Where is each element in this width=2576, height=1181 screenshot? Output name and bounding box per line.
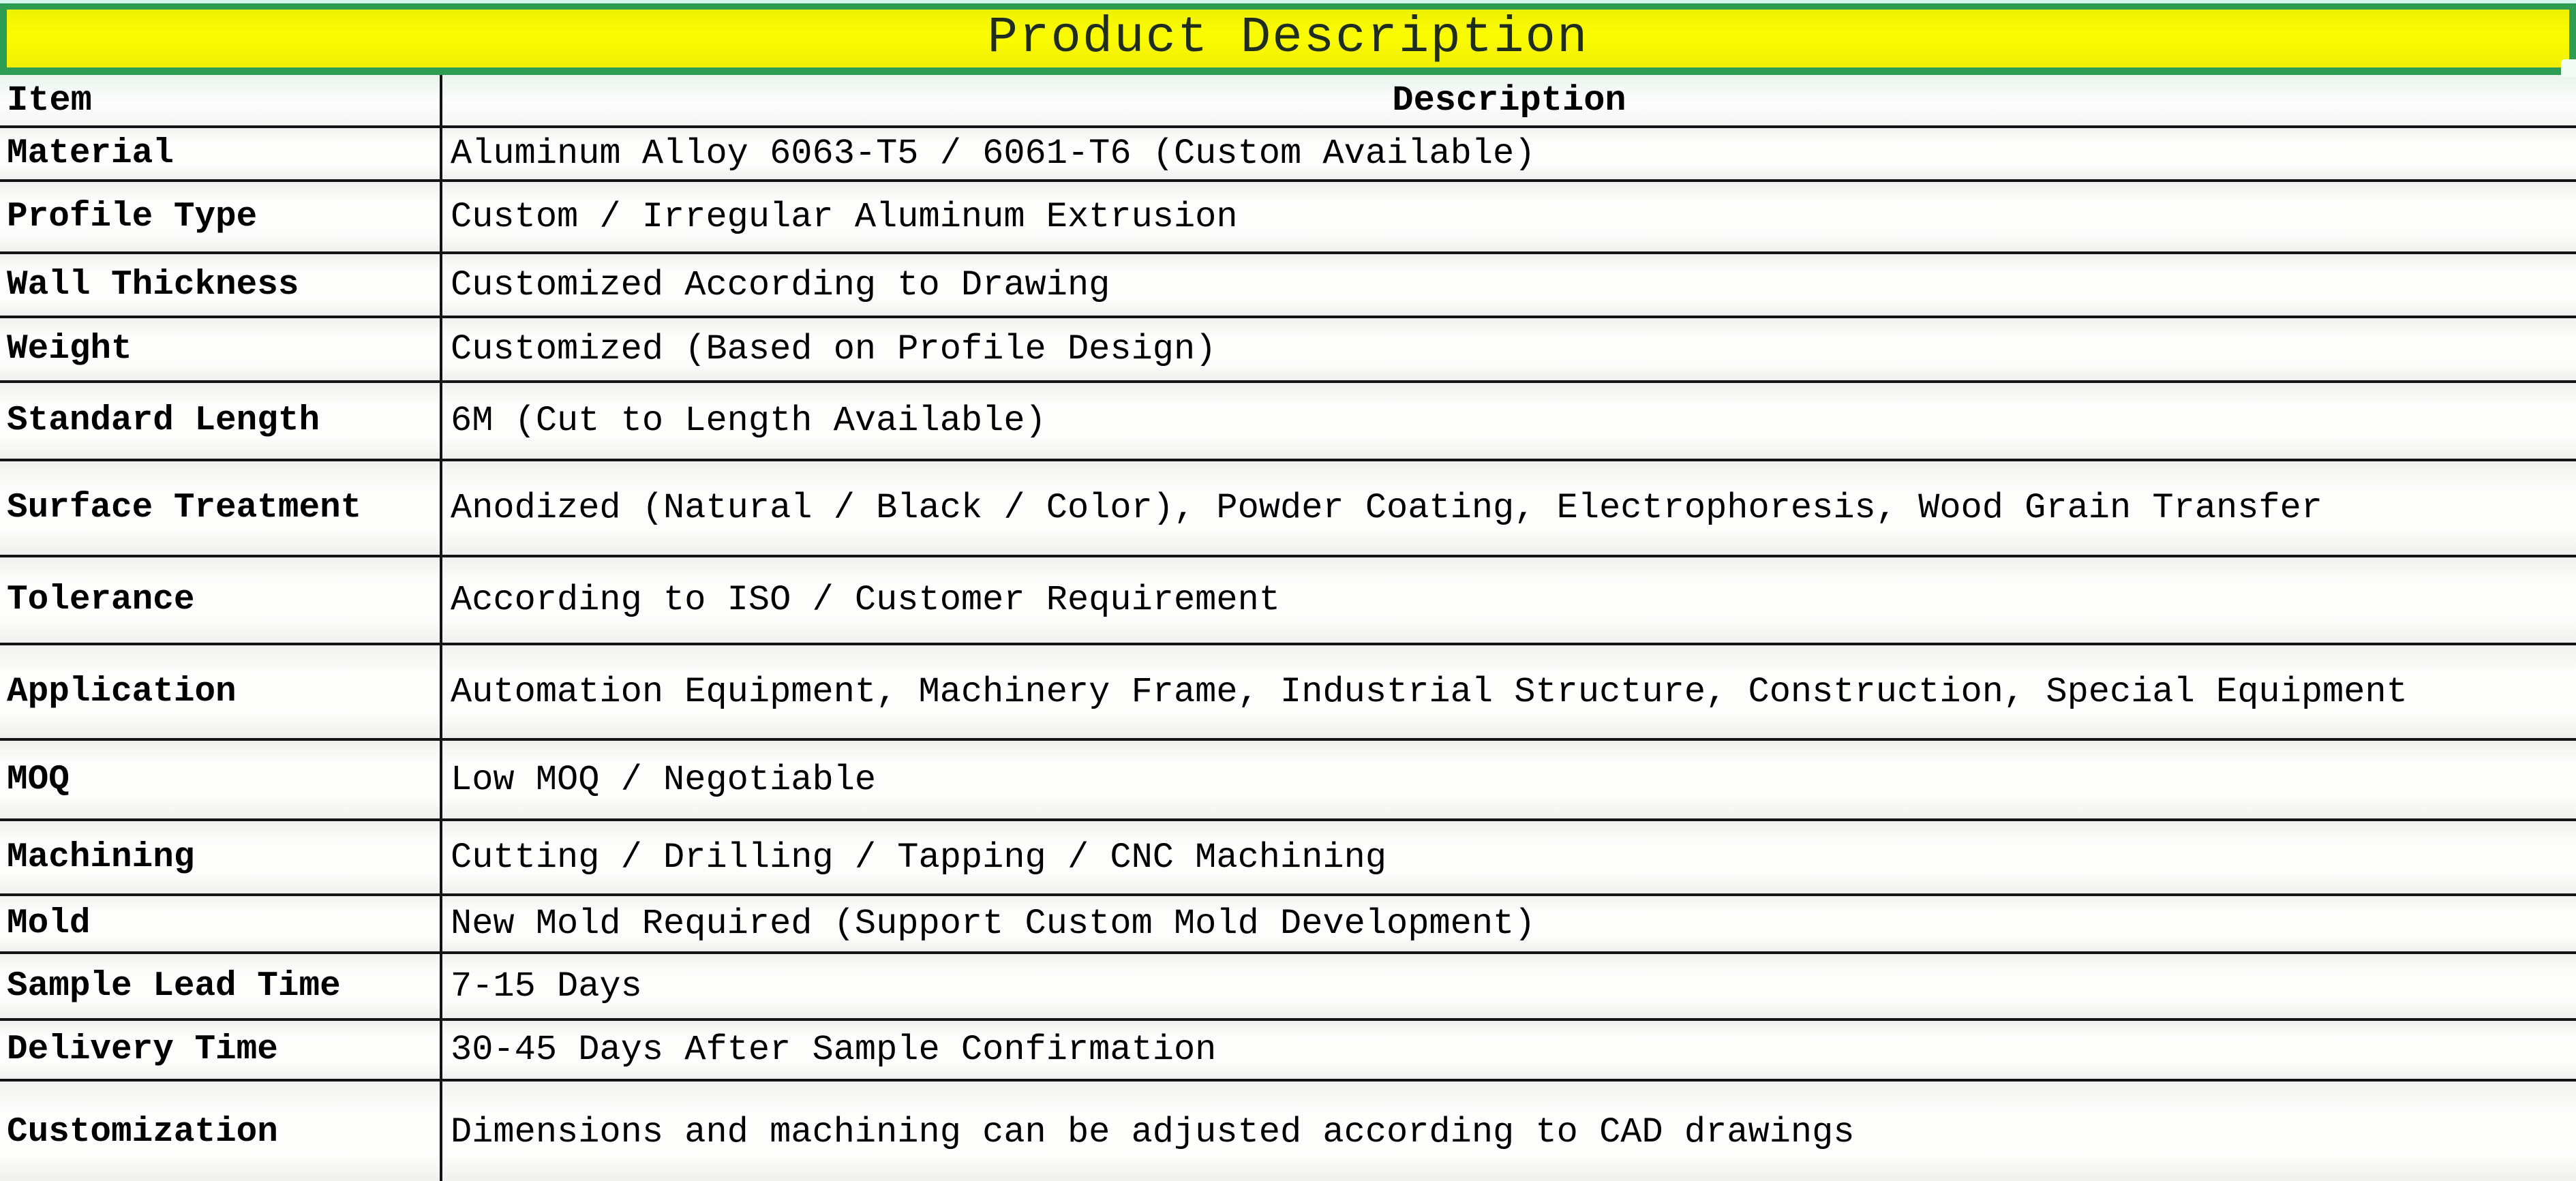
description-cell: Cutting / Drilling / Tapping / CNC Machining <box>451 837 1387 878</box>
description-cell: Automation Equipment, Machinery Frame, Industrial Structure, Construction, Special Equipment <box>451 671 2408 712</box>
table-row <box>0 1082 2576 1181</box>
description-cell: According to ISO / Customer Requirement <box>451 580 1280 620</box>
table-row <box>0 557 2576 645</box>
table-header-row <box>0 75 2576 128</box>
table-row <box>0 821 2576 896</box>
table-row <box>0 896 2576 954</box>
table-row <box>0 954 2576 1021</box>
description-cell: Anodized (Natural / Black / Color), Powder Coating, Electrophoresis, Wood Grain Transfer <box>451 488 2323 528</box>
item-cell: Tolerance <box>0 557 442 643</box>
table-row <box>0 1021 2576 1082</box>
table-row <box>0 128 2576 182</box>
item-cell: Machining <box>0 821 442 893</box>
column-header-description: Description <box>1392 80 1626 121</box>
description-cell: Customized (Based on Profile Design) <box>451 329 1217 369</box>
product-description-banner <box>0 3 2576 75</box>
item-cell: Application <box>0 645 442 738</box>
page-title: Product Description <box>987 10 1589 67</box>
table-row <box>0 741 2576 821</box>
description-cell: Aluminum Alloy 6063-T5 / 6061-T6 (Custom Available) <box>451 134 1536 174</box>
table-row <box>0 318 2576 383</box>
description-cell: Customized According to Drawing <box>451 264 1110 305</box>
description-cell: Custom / Irregular Aluminum Extrusion <box>451 196 1238 237</box>
description-cell: 6M (Cut to Length Available) <box>451 401 1046 441</box>
table-row <box>0 254 2576 318</box>
table-row <box>0 645 2576 741</box>
item-cell: Mold <box>0 896 442 951</box>
item-cell: Profile Type <box>0 182 442 251</box>
item-cell: Delivery Time <box>0 1021 442 1079</box>
item-cell: Wall Thickness <box>0 254 442 316</box>
description-cell: Dimensions and machining can be adjusted according to CAD drawings <box>451 1111 1855 1152</box>
item-cell: Material <box>0 128 442 179</box>
column-header-item: Item <box>0 75 442 125</box>
description-cell: 7-15 Days <box>451 966 642 1007</box>
table-row <box>0 461 2576 557</box>
description-cell: New Mold Required (Support Custom Mold Development) <box>451 904 1536 944</box>
description-cell: Low MOQ / Negotiable <box>451 759 877 800</box>
table-row <box>0 383 2576 461</box>
item-cell: Weight <box>0 318 442 380</box>
item-cell: MOQ <box>0 741 442 818</box>
product-spec-table <box>0 75 2576 1181</box>
item-cell: Standard Length <box>0 383 442 459</box>
banner-corner-artifact <box>2561 59 2576 77</box>
table-body <box>0 128 2576 1181</box>
description-cell: 30-45 Days After Sample Confirmation <box>451 1030 1217 1070</box>
item-cell: Sample Lead Time <box>0 954 442 1018</box>
item-cell: Surface Treatment <box>0 461 442 555</box>
item-cell: Customization <box>0 1082 442 1181</box>
table-row <box>0 182 2576 254</box>
